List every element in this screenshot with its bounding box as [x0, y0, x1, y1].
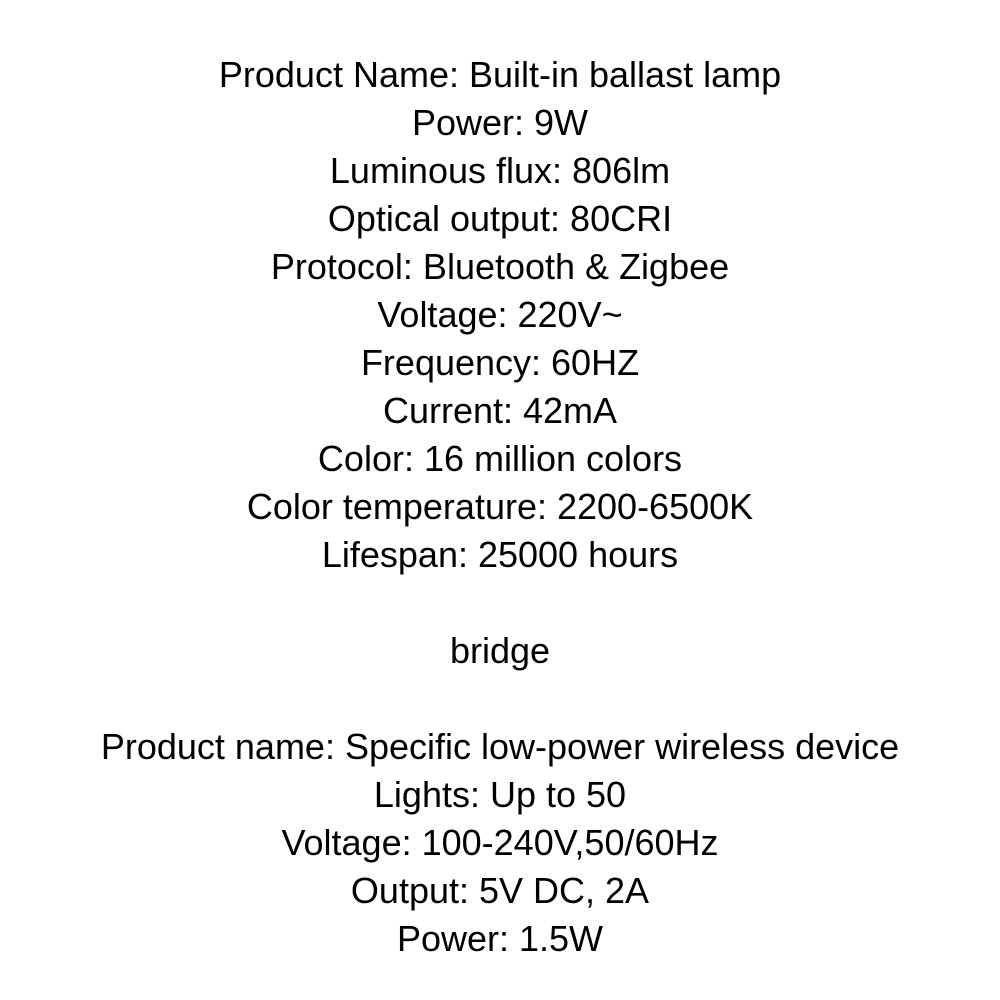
bridge-spec-section [0, 723, 1000, 963]
lamp-current: Current: 42mA [382, 390, 618, 431]
lamp-color-temperature: Color temperature: 2200-6500K [246, 486, 754, 527]
lamp-spec-section [0, 51, 1000, 579]
section-spacer [0, 579, 1000, 627]
bridge-heading: bridge [449, 630, 551, 671]
spec-document [0, 51, 1000, 963]
lamp-product-name: Product Name: Built-in ballast lamp [218, 54, 782, 95]
bridge-output: Output: 5V DC, 2A [350, 870, 650, 911]
lamp-power: Power: 9W [411, 102, 589, 143]
bridge-product-name: Product name: Specific low-power wireless device [100, 726, 900, 767]
lamp-lifespan: Lifespan: 25000 hours [321, 534, 679, 575]
lamp-frequency: Frequency: 60HZ [360, 342, 640, 383]
lamp-optical-output: Optical output: 80CRI [327, 198, 673, 239]
section-spacer [0, 675, 1000, 723]
bridge-lights: Lights: Up to 50 [373, 774, 627, 815]
lamp-voltage: Voltage: 220V~ [377, 294, 623, 335]
lamp-protocol: Protocol: Bluetooth & Zigbee [270, 246, 730, 287]
bridge-power: Power: 1.5W [396, 918, 604, 959]
bridge-voltage: Voltage: 100-240V,50/60Hz [281, 822, 719, 863]
lamp-color: Color: 16 million colors [317, 438, 683, 479]
lamp-luminous-flux: Luminous flux: 806lm [329, 150, 671, 191]
